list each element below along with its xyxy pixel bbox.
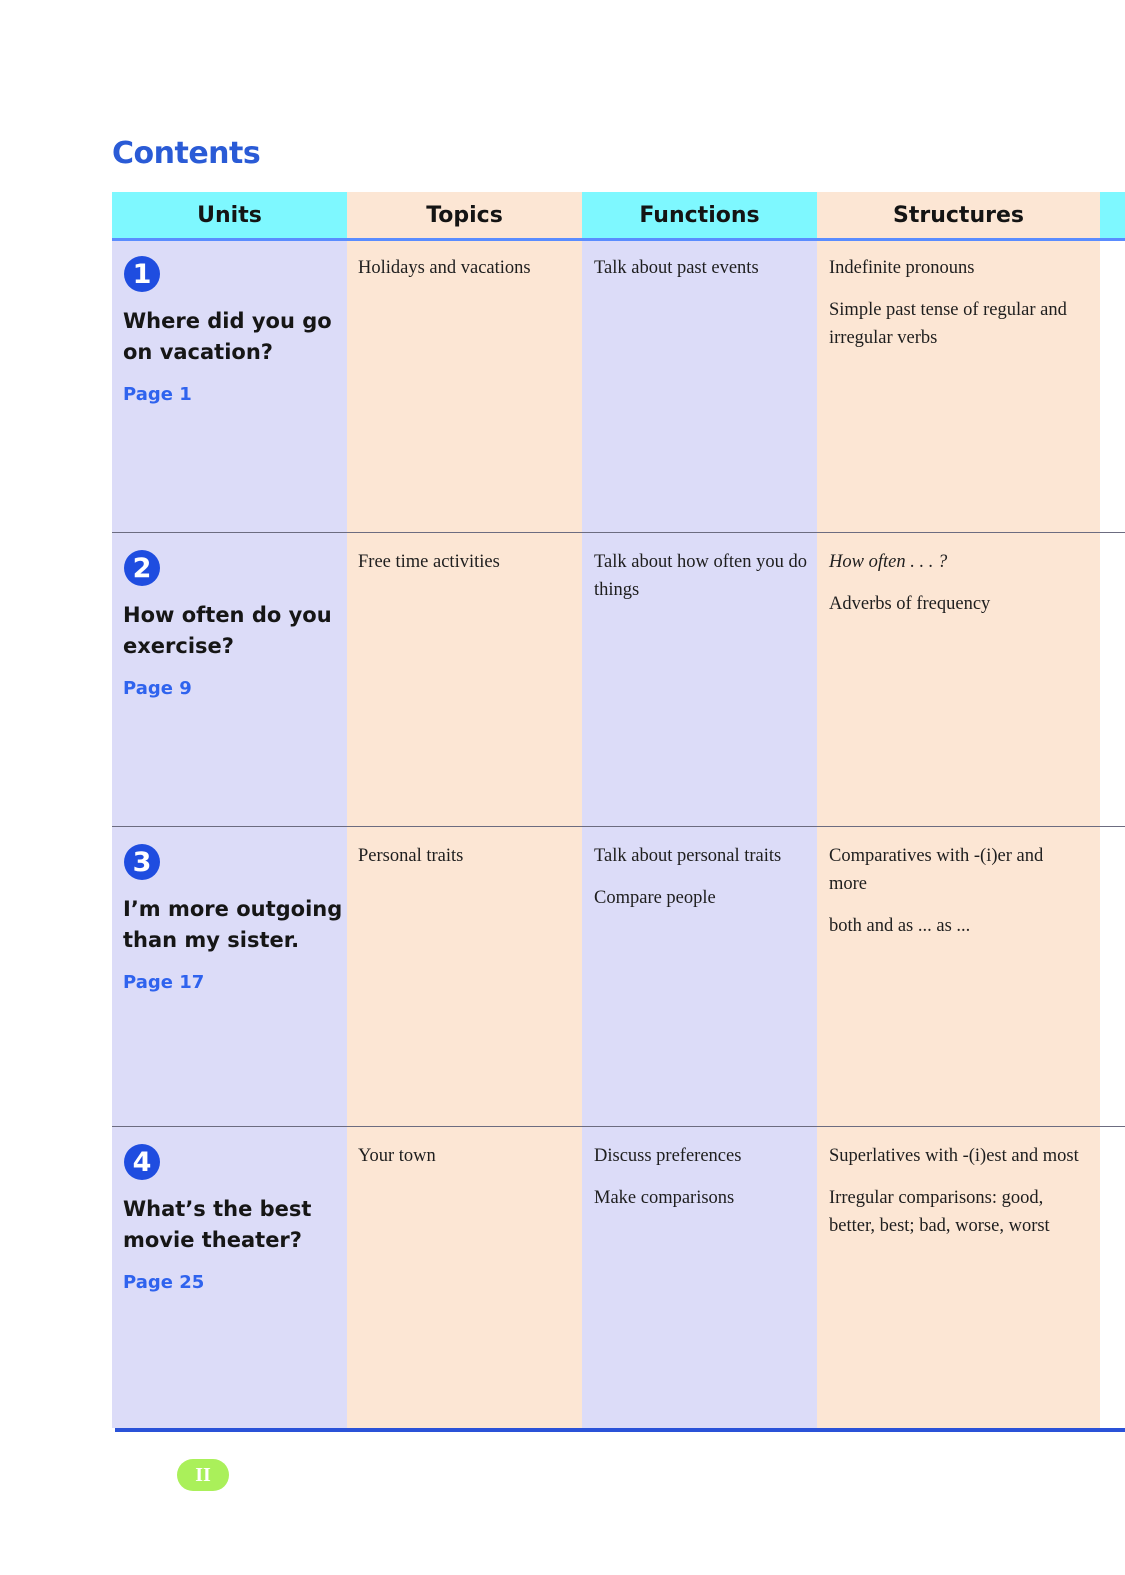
unit-number-badge: 1 <box>124 256 160 292</box>
structure-item: Irregular comparisons: good, better, best; bad, worse, worst <box>829 1188 1050 1236</box>
structure-item: Indefinite pronouns <box>829 258 975 278</box>
unit-4-functions <box>594 1142 809 1226</box>
unit-4-cell <box>123 1144 343 1293</box>
topics-column-bg <box>347 192 582 1428</box>
row-divider <box>112 826 1125 827</box>
function-item: Compare people <box>594 888 716 908</box>
function-item: Make comparisons <box>594 1188 735 1208</box>
unit-title: I’m more outgoing than my sister. <box>123 897 343 952</box>
unit-page-link[interactable]: Page 1 <box>123 384 192 405</box>
functions-column-bg <box>582 192 817 1428</box>
header-topics: Topics <box>347 192 582 238</box>
unit-4-structures <box>829 1142 1079 1254</box>
unit-1-functions <box>594 254 809 296</box>
structure-item: Adverbs of frequency <box>829 594 991 614</box>
structure-item: Comparatives with -(i)er and more <box>829 846 1044 894</box>
unit-number-badge: 4 <box>124 1144 160 1180</box>
unit-page-link[interactable]: Page 17 <box>123 972 205 993</box>
unit-2-structures <box>829 548 1079 632</box>
function-item: Talk about personal traits <box>594 846 782 866</box>
unit-1-structures <box>829 254 1079 366</box>
contents-table <box>112 192 1125 1432</box>
unit-3-functions <box>594 842 809 926</box>
table-bottom-rule <box>115 1428 1125 1432</box>
unit-number-badge: 2 <box>124 550 160 586</box>
unit-3-cell <box>123 844 343 993</box>
unit-4-topics <box>358 1142 573 1184</box>
unit-page-link[interactable]: Page 9 <box>123 678 192 699</box>
topic-item: Personal traits <box>358 846 464 866</box>
header-next-column-edge <box>1100 192 1125 238</box>
unit-title: Where did you go on vacation? <box>123 309 332 364</box>
unit-2-topics <box>358 548 573 590</box>
function-item: Talk about past events <box>594 258 759 278</box>
topic-item: Holidays and vacations <box>358 258 531 278</box>
unit-3-topics <box>358 842 573 884</box>
header-structures: Structures <box>817 192 1100 238</box>
unit-1-cell <box>123 256 343 405</box>
header-rule <box>112 238 1125 241</box>
structure-item: Simple past tense of regular and irregular verbs <box>829 300 1067 348</box>
structure-item: Superlatives with -(i)est and most <box>829 1146 1079 1166</box>
unit-1-topics <box>358 254 573 296</box>
unit-title: How often do you exercise? <box>123 603 332 658</box>
row-divider <box>112 1126 1125 1127</box>
structure-item: both and as ... as ... <box>829 916 971 936</box>
function-item: Discuss preferences <box>594 1146 742 1166</box>
function-item: Talk about how often you do things <box>594 552 807 600</box>
row-divider <box>112 532 1125 533</box>
unit-3-structures <box>829 842 1079 954</box>
page-title: Contents <box>112 136 261 171</box>
topic-item: Your town <box>358 1146 436 1166</box>
header-functions: Functions <box>582 192 817 238</box>
page-number-badge: II <box>177 1459 229 1491</box>
unit-number-badge: 3 <box>124 844 160 880</box>
topic-item: Free time activities <box>358 552 500 572</box>
unit-2-cell <box>123 550 343 699</box>
unit-page-link[interactable]: Page 25 <box>123 1272 205 1293</box>
structure-item: How often . . . ? <box>829 552 948 572</box>
unit-title: What’s the best movie theater? <box>123 1197 312 1252</box>
unit-2-functions <box>594 548 809 618</box>
header-units: Units <box>112 192 347 238</box>
